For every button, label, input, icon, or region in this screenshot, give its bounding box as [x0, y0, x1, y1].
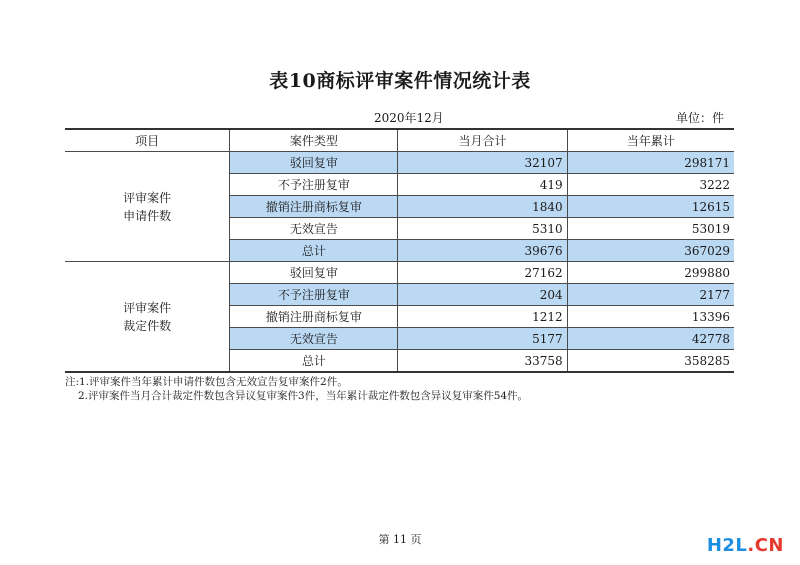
watermark-part: .CN: [747, 535, 784, 556]
month-total-cell: 32107: [398, 152, 567, 174]
year-total-cell: 53019: [567, 218, 734, 240]
case-type-cell: 驳回复审: [230, 152, 398, 174]
year-total-cell: 299880: [567, 262, 734, 284]
case-type-cell: 不予注册复审: [230, 174, 398, 196]
header-month-total: 当月合计: [398, 129, 567, 152]
month-total-cell: 1840: [398, 196, 567, 218]
note-2: 2.评审案件当月合计裁定件数包含异议复审案件3件，当年累计裁定件数包含异议复审案件54件。: [78, 390, 529, 402]
watermark-part: H2L: [706, 535, 748, 556]
month-total-cell: 204: [398, 284, 567, 306]
table-row: [65, 262, 734, 284]
year-total-cell: 3222: [567, 174, 734, 196]
month-total-cell: 33758: [398, 350, 567, 373]
year-total-cell: 298171: [567, 152, 734, 174]
table-notes: [65, 375, 528, 403]
case-type-cell: 驳回复审: [230, 262, 398, 284]
group-label-applications: [65, 152, 230, 262]
site-watermark-logo: [707, 535, 784, 556]
month-total-cell: 1212: [398, 306, 567, 328]
case-type-cell: 不予注册复审: [230, 284, 398, 306]
header-item: 项目: [65, 129, 230, 152]
table-header-row: [65, 129, 734, 152]
group-label-line: 裁定件数: [123, 318, 172, 333]
table-row: [65, 152, 734, 174]
page-title: 表10商标评审案件情况统计表: [269, 70, 531, 92]
group-label-line: 评审案件: [123, 300, 172, 315]
group-label-line: 评审案件: [123, 190, 172, 205]
case-type-cell: 撤销注册商标复审: [230, 196, 398, 218]
unit-label: 单位：件: [676, 111, 725, 125]
note-1: 注:1.评审案件当年累计申请件数包含无效宣告复审案件2件。: [65, 376, 348, 388]
case-type-cell: 总计: [230, 350, 398, 373]
case-type-cell: 无效宣告: [230, 218, 398, 240]
month-total-cell: 419: [398, 174, 567, 196]
year-total-cell: 13396: [567, 306, 734, 328]
year-total-cell: 367029: [567, 240, 734, 262]
header-year-total: 当年累计: [567, 129, 734, 152]
month-total-cell: 27162: [398, 262, 567, 284]
statistics-table: [65, 128, 734, 373]
case-type-cell: 总计: [230, 240, 398, 262]
case-type-cell: 撤销注册商标复审: [230, 306, 398, 328]
year-total-cell: 42778: [567, 328, 734, 350]
case-type-cell: 无效宣告: [230, 328, 398, 350]
year-total-cell: 358285: [567, 350, 734, 373]
report-date: 2020年12月: [374, 111, 444, 125]
page-number: 第 11 页: [378, 533, 422, 546]
year-total-cell: 2177: [567, 284, 734, 306]
year-total-cell: 12615: [567, 196, 734, 218]
month-total-cell: 5177: [398, 328, 567, 350]
month-total-cell: 5310: [398, 218, 567, 240]
group-label-rulings: [65, 262, 230, 373]
month-total-cell: 39676: [398, 240, 567, 262]
group-label-line: 申请件数: [123, 208, 172, 223]
header-case-type: 案件类型: [230, 129, 398, 152]
